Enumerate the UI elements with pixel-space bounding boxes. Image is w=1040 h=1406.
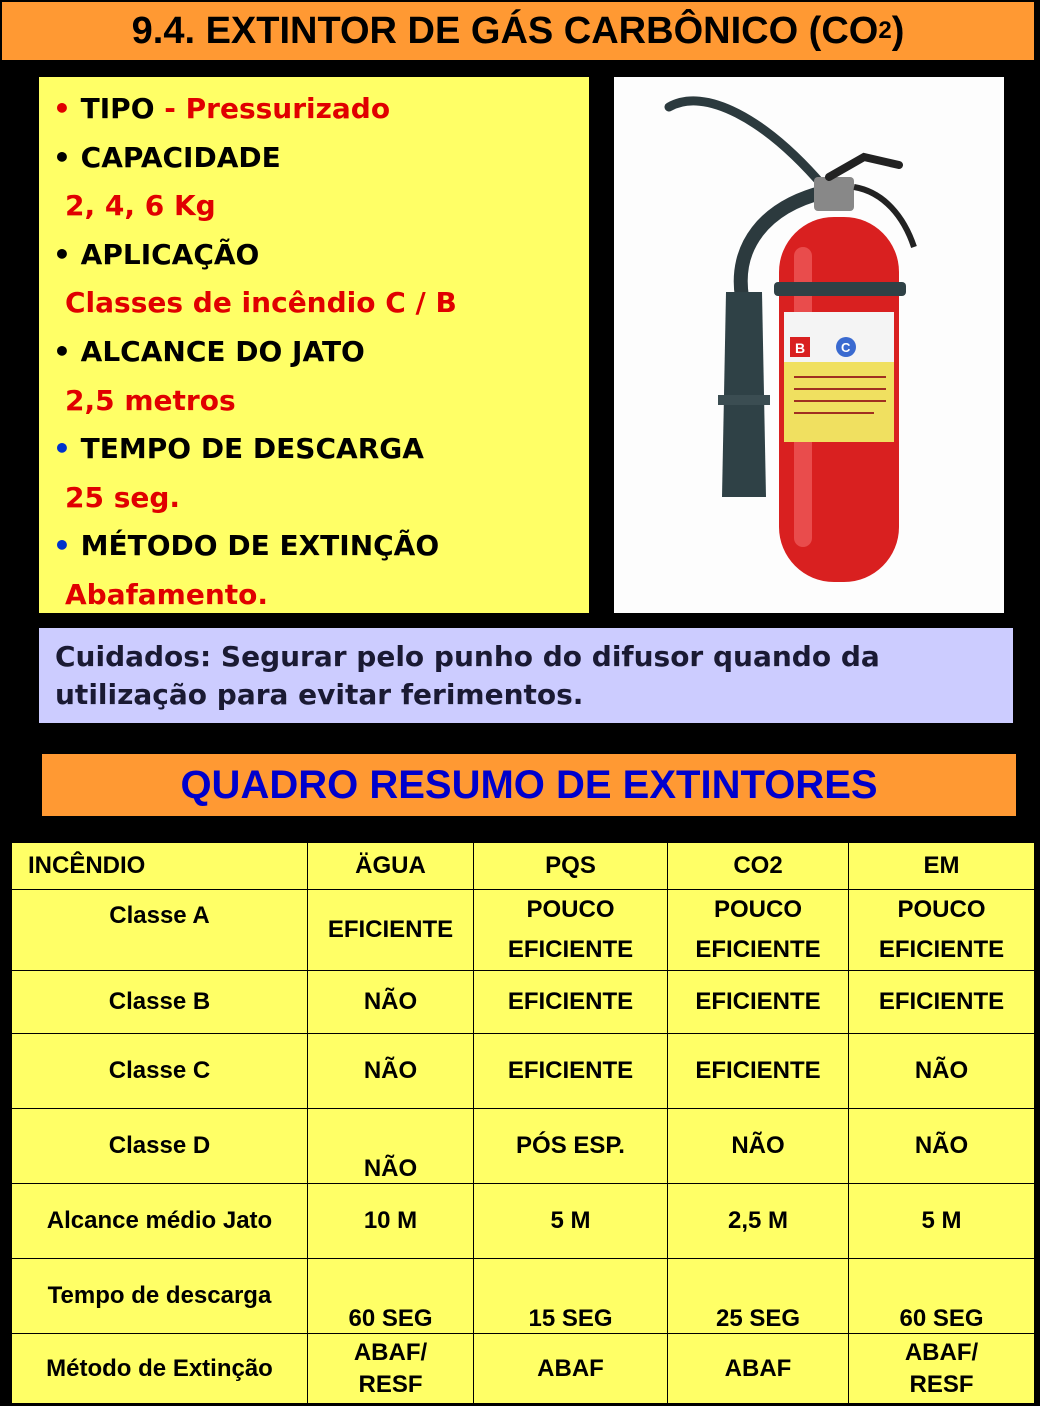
table-cell: EFICIENTE <box>668 1034 849 1109</box>
bullet: • <box>53 529 71 563</box>
tempo-label: TEMPO DE DESCARGA <box>80 432 424 466</box>
table-row <box>12 1184 1035 1259</box>
capacidade-value: 2, 4, 6 Kg <box>65 189 216 223</box>
info-metodo <box>53 522 589 571</box>
info-tipo <box>53 85 589 134</box>
diffuser-horn <box>722 292 766 497</box>
table-cell: POUCO EFICIENTE <box>474 890 668 971</box>
table-cell: NÃO <box>849 1034 1035 1109</box>
hose <box>669 101 824 187</box>
table-cell: POUCO EFICIENTE <box>668 890 849 971</box>
table-cell: EFICIENTE <box>668 971 849 1034</box>
info-capacidade <box>53 134 589 183</box>
table-cell: EFICIENTE <box>474 971 668 1034</box>
table-cell: 5 M <box>474 1184 668 1259</box>
capacidade-label: CAPACIDADE <box>80 140 281 174</box>
label-c-letter: C <box>841 340 851 355</box>
page-title <box>0 0 1036 62</box>
info-panel <box>39 77 589 613</box>
page-title-text: 9.4. EXTINTOR DE GÁS CARBÔNICO (CO <box>131 9 879 52</box>
extinguisher-illustration <box>614 77 1004 613</box>
table-cell: ABAF <box>474 1334 668 1404</box>
table-cell: EFICIENTE <box>849 971 1035 1034</box>
table-row <box>12 890 1035 971</box>
table-cell: EFICIENTE <box>474 1034 668 1109</box>
alcance-value: 2,5 metros <box>65 383 236 417</box>
table-row <box>12 1109 1035 1184</box>
valve-handle <box>829 157 899 177</box>
row-label: Método de Extinção <box>12 1334 308 1404</box>
row-label: Classe A <box>12 890 308 971</box>
row-label: Alcance médio Jato <box>12 1184 308 1259</box>
tipo-value: - Pressurizado <box>154 92 391 125</box>
row-label: Classe B <box>12 971 308 1034</box>
header-incendio: INCÊNDIO <box>12 843 308 890</box>
header-em: EM <box>849 843 1035 890</box>
info-tempo <box>53 425 589 474</box>
caution-line-1: Cuidados: Segurar pelo punho do difusor quando da <box>55 640 880 673</box>
row-label: Classe C <box>12 1034 308 1109</box>
extinguisher-photo <box>614 77 1004 613</box>
table-cell: ABAF/ RESF <box>308 1334 474 1404</box>
bullet: • <box>53 237 71 271</box>
table-cell: 2,5 M <box>668 1184 849 1259</box>
table-cell: 60 SEG <box>308 1259 474 1334</box>
metodo-label: MÉTODO DE EXTINÇÃO <box>80 529 440 563</box>
aplicacao-value: Classes de incêndio C / B <box>65 286 457 320</box>
cylinder-strap <box>774 282 906 296</box>
table-cell: EFICIENTE <box>308 890 474 971</box>
row-label: Classe D <box>12 1109 308 1184</box>
table-cell: POUCO EFICIENTE <box>849 890 1035 971</box>
metodo-value: Abafamento. <box>65 577 269 611</box>
info-alcance <box>53 328 589 377</box>
table-row <box>12 1259 1035 1334</box>
bullet: • <box>53 432 71 466</box>
bullet: • <box>53 334 71 368</box>
table-row <box>12 1334 1035 1404</box>
tipo-label: TIPO <box>80 92 155 125</box>
header-agua: ÄGUA <box>308 843 474 890</box>
table-cell: 15 SEG <box>474 1259 668 1334</box>
table-cell: 25 SEG <box>668 1259 849 1334</box>
summary-table <box>11 842 1035 1404</box>
valve-body <box>814 177 854 211</box>
info-aplicacao <box>53 231 589 280</box>
table-cell: ABAF <box>668 1334 849 1404</box>
caution-box <box>39 628 1013 723</box>
table-cell: NÃO <box>849 1109 1035 1184</box>
page-title-close: ) <box>891 9 905 52</box>
label-b-letter: B <box>795 340 806 356</box>
summary-title: QUADRO RESUMO DE EXTINTORES <box>42 754 1016 816</box>
table-cell: NÃO <box>308 971 474 1034</box>
row-label: Tempo de descarga <box>12 1259 308 1334</box>
diffuser-ring <box>718 395 770 405</box>
table-cell: NÃO <box>308 1034 474 1109</box>
table-header-row <box>12 843 1035 890</box>
alcance-label: ALCANCE DO JATO <box>80 334 365 368</box>
header-co2: CO2 <box>668 843 849 890</box>
bullet: • <box>53 140 71 174</box>
caution-line-2: utilização para evitar ferimentos. <box>55 678 584 711</box>
aplicacao-label: APLICAÇÃO <box>80 237 260 271</box>
page-title-subscript: 2 <box>878 17 892 44</box>
table-cell: 10 M <box>308 1184 474 1259</box>
table-cell: NÃO <box>308 1109 474 1184</box>
bullet: • <box>53 92 71 125</box>
table-cell: 5 M <box>849 1184 1035 1259</box>
table-row <box>12 1034 1035 1109</box>
table-cell: 60 SEG <box>849 1259 1035 1334</box>
table-row <box>12 971 1035 1034</box>
tempo-value: 25 seg. <box>65 480 181 514</box>
table-cell: PÓS ESP. <box>474 1109 668 1184</box>
header-pqs: PQS <box>474 843 668 890</box>
table-cell: NÃO <box>668 1109 849 1184</box>
table-cell: ABAF/ RESF <box>849 1334 1035 1404</box>
